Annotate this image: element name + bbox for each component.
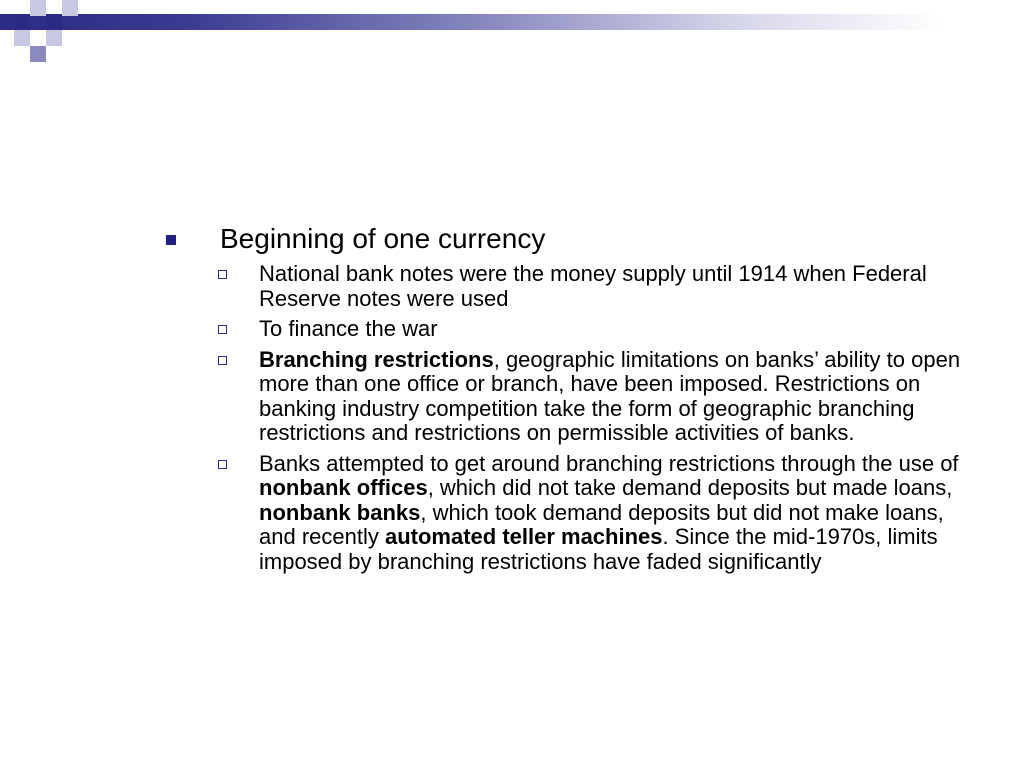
bullet-item: [160, 222, 970, 256]
header-gradient-band: [0, 14, 1024, 30]
sub-bullet-text: [259, 317, 970, 342]
text-run: . Since the mid-1970s, limits imposed by branching restrictions have faded significantly: [259, 524, 938, 574]
text-run: Banks attempted to get around branching restrictions through the use of: [259, 450, 959, 476]
hollow-square-bullet-icon: [218, 356, 227, 365]
sub-bullet-item: [218, 262, 970, 311]
sub-bullet-item: [218, 452, 970, 575]
sub-bullet-text: [259, 348, 970, 446]
square-bullet-icon: [166, 235, 176, 245]
bullet-text: Beginning of one currency: [220, 223, 546, 254]
slide-body: [160, 222, 970, 574]
sub-bullet-text: [259, 452, 970, 575]
bold-term: nonbank offices: [259, 475, 428, 500]
bold-term: Branching restrictions: [259, 346, 494, 372]
text-run: To finance the war: [259, 316, 438, 341]
text-run: National bank notes were the money supply until 1914 when Federal Reserve notes were used: [259, 261, 927, 311]
sub-bullet-item: [218, 317, 970, 342]
text-run: , geographic limitations on banks’ ability to open more than one office or branch, have been imposed. Restrictions on banking industry competition take the form of geographic branching restrictions and restrictions on permissible activities of banks.: [259, 346, 961, 445]
hollow-square-bullet-icon: [218, 270, 227, 279]
sub-bullet-text: [259, 262, 970, 311]
bold-term: automated teller machines: [384, 524, 663, 549]
hollow-square-bullet-icon: [218, 325, 227, 334]
decor-square: [46, 30, 62, 46]
decor-square: [30, 0, 46, 16]
sub-bullet-item: [218, 348, 970, 446]
decor-square: [30, 46, 46, 62]
bold-term: nonbank banks: [259, 499, 421, 525]
text-run: , which did not take demand deposits but made loans,: [427, 475, 953, 500]
decor-square: [62, 0, 78, 16]
decor-square: [14, 30, 30, 46]
decor-square: [14, 14, 30, 30]
text-run: , which took demand deposits but did not make loans, and recently: [259, 499, 944, 549]
hollow-square-bullet-icon: [218, 460, 227, 469]
decor-square: [46, 14, 62, 30]
